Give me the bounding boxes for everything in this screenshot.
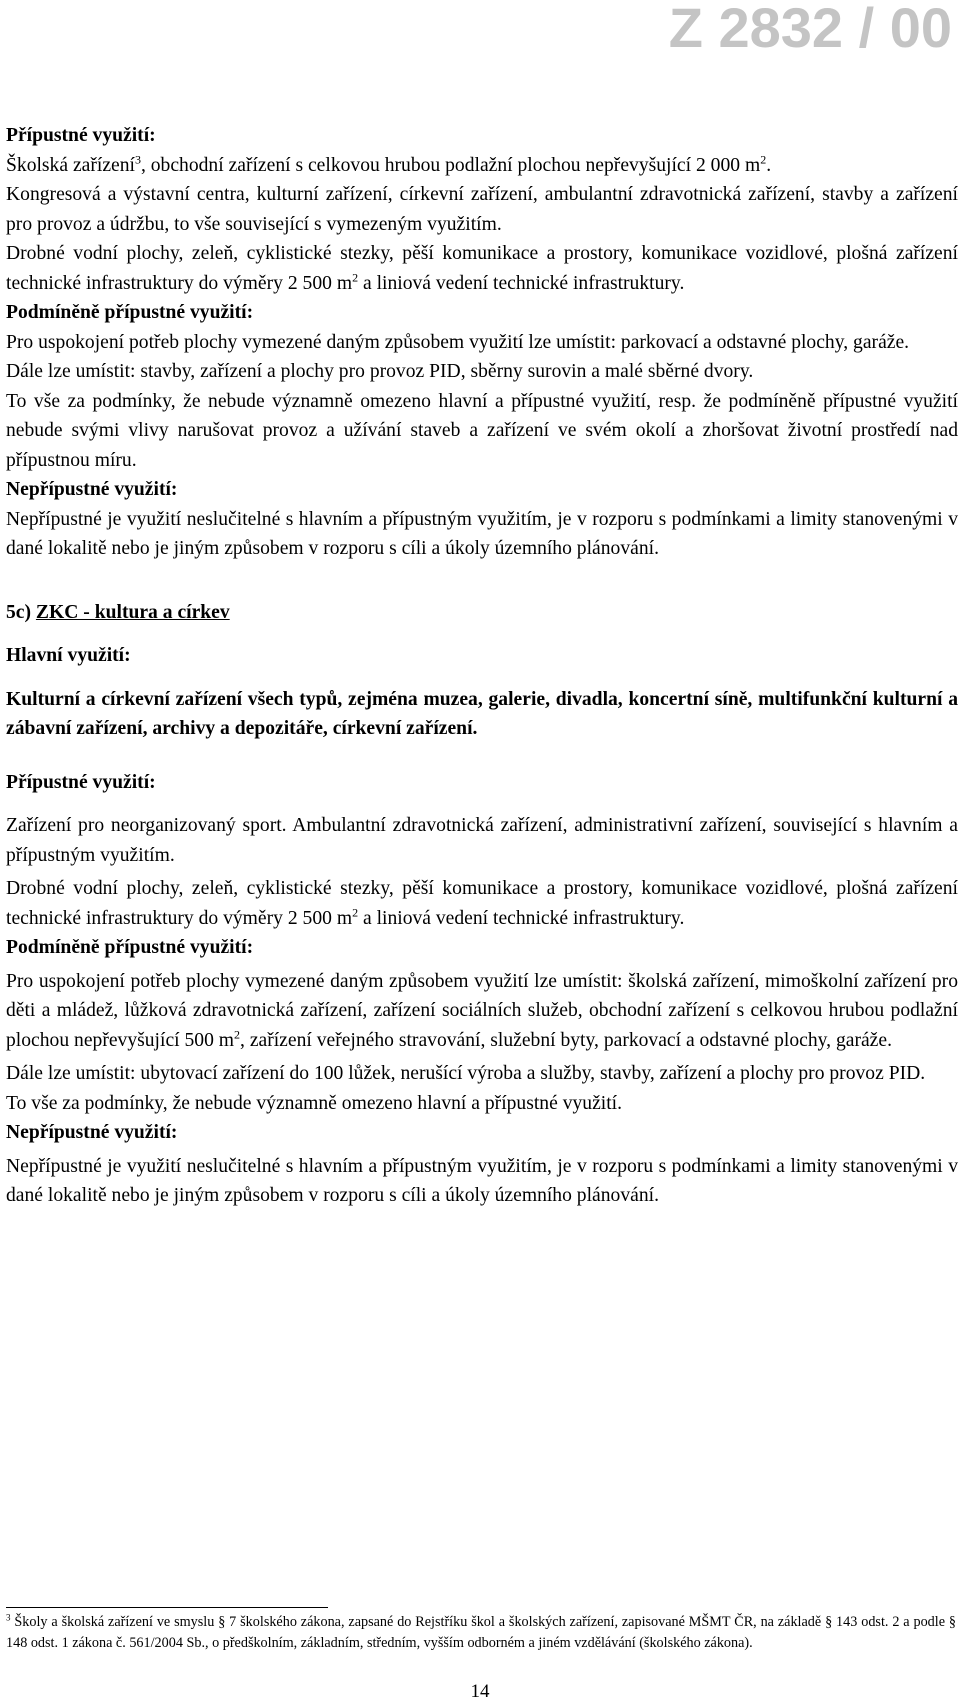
main-use-heading: Hlavní využití: bbox=[6, 645, 131, 666]
footnote bbox=[6, 1612, 956, 1654]
main-use-text: Kulturní a církevní zařízení všech typů, zejména muzea, galerie, divadla, koncertní síně, multifunkční kulturní a zábavní zařízení, archivy a depozitáře, církevní zařízení. bbox=[6, 688, 958, 739]
permitted-paragraph: Drobné vodní plochy, zeleň, cyklistické stezky, pěší komunikace a prostory, komunikace vozidlové, plošná zařízení technické infrastruktury do výměry 2 500 $m^2$ a liniová vedení technické infrastruktury. bbox=[6, 878, 958, 929]
page-number: 14 bbox=[470, 1681, 490, 1702]
section-title-underlined: ZKC - kultura a církev bbox=[35, 601, 230, 623]
conditional-heading: Podmíněně přípustné využití: bbox=[6, 937, 254, 958]
conditional-paragraph: Pro uspokojení potřeb plochy vymezené daným způsobem využití lze umístit: parkovací a odstavné plochy, garáže. bbox=[6, 331, 910, 353]
conditional-paragraph: To vše za podmínky, že nebude významně omezeno hlavní a přípustné využití. bbox=[6, 1092, 623, 1114]
permitted-heading: Přípustné využití: bbox=[6, 771, 156, 793]
permitted-paragraph: Drobné vodní plochy, zeleň, cyklistické stezky, pěší komunikace a prostory, komunikace vozidlové, plošná zařízení technické infrastruktury do výměry 2 500 $m^2$ a liniová vedení technické infrastruktury. bbox=[6, 243, 958, 294]
forbidden-heading: Nepřípustné využití: bbox=[6, 1122, 178, 1143]
conditional-paragraph: Dále lze umístit: stavby, zařízení a plochy pro provoz PID, sběrny surovin a malé sběrné dvory. bbox=[6, 361, 754, 382]
forbidden-paragraph: Nepřípustné je využití neslučitelné s hlavním a přípustným využitím, je v rozporu s podmínkami a limity stanovenými v dané lokalitě nebo je jiným způsobem v rozporu s cíli a úkoly územního plánování. bbox=[6, 508, 958, 559]
document-body bbox=[6, 121, 958, 1211]
permitted-paragraph: Školská zařízení$^3$, obchodní zařízení s celkovou hrubou podlažní plochou nepřevyšující 2 000 $m^2$. bbox=[6, 151, 772, 176]
footnote-reference: 3 bbox=[134, 151, 141, 166]
footnote-text: Školy a školská zařízení ve smyslu § 7 školského zákona, zapsané do Rejstříku škol a školských zařízení, zapisované MŠMT ČR, na základě § 143 odst. 2 a podle § 148 odst. 1 zákona č. 561/2004 Sb., o předškolním, základním, středním, vyšším odborném a jiném vzdělávání (školského zákona). bbox=[6, 1614, 956, 1651]
forbidden-heading: Nepřípustné využití: bbox=[6, 479, 178, 500]
permitted-paragraph: Zařízení pro neorganizovaný sport. Ambulantní zdravotnická zařízení, administrativní zařízení, související s hlavním a přípustným využitím. bbox=[6, 815, 958, 866]
permitted-paragraph: Kongresová a výstavní centra, kulturní zařízení, církevní zařízení, ambulantní zdravotnická zařízení, stavby a zařízení pro provoz a údržbu, to vše související s vymezeným využitím. bbox=[6, 184, 958, 235]
document-code: Z 2832 / 00 bbox=[668, 0, 952, 59]
conditional-paragraph: Dále lze umístit: ubytovací zařízení do 100 lůžek, nerušící výroba a služby, stavby, zařízení a plochy pro provoz PID. bbox=[6, 1063, 926, 1084]
section-title: 5c) ZKC - kultura a církev bbox=[6, 601, 230, 623]
footnote-mark: 3 bbox=[6, 1612, 11, 1623]
forbidden-paragraph: Nepřípustné je využití neslučitelné s hlavním a přípustným využitím, je v rozporu s podmínkami a limity stanovenými v dané lokalitě nebo je jiným způsobem v rozporu s cíli a úkoly územního plánování. bbox=[6, 1155, 958, 1206]
conditional-paragraph: Pro uspokojení potřeb plochy vymezené daným způsobem využití lze umístit: školská zařízení, mimoškolní zařízení pro děti a mládež, lůžková zdravotnická zařízení, zařízení sociálních služeb, obchodní zařízení s celkovou hrubou podlažní plochou nepřevyšující 500 $m^2$, zařízení veřejného stravování, služební byty, parkovací a odstavné plochy, garáže. bbox=[6, 970, 958, 1051]
footnote-separator bbox=[6, 1607, 328, 1608]
conditional-heading: Podmíněně přípustné využití: bbox=[6, 302, 254, 323]
conditional-paragraph: To vše za podmínky, že nebude významně omezeno hlavní a přípustné využití, resp. že podmíněně přípustné využití nebude svými vlivy narušovat provoz a užívání staveb a zařízení ve svém okolí a zhoršovat životní prostředí nad přípustnou míru. bbox=[6, 390, 958, 471]
permitted-heading: Přípustné využití: bbox=[6, 125, 156, 146]
